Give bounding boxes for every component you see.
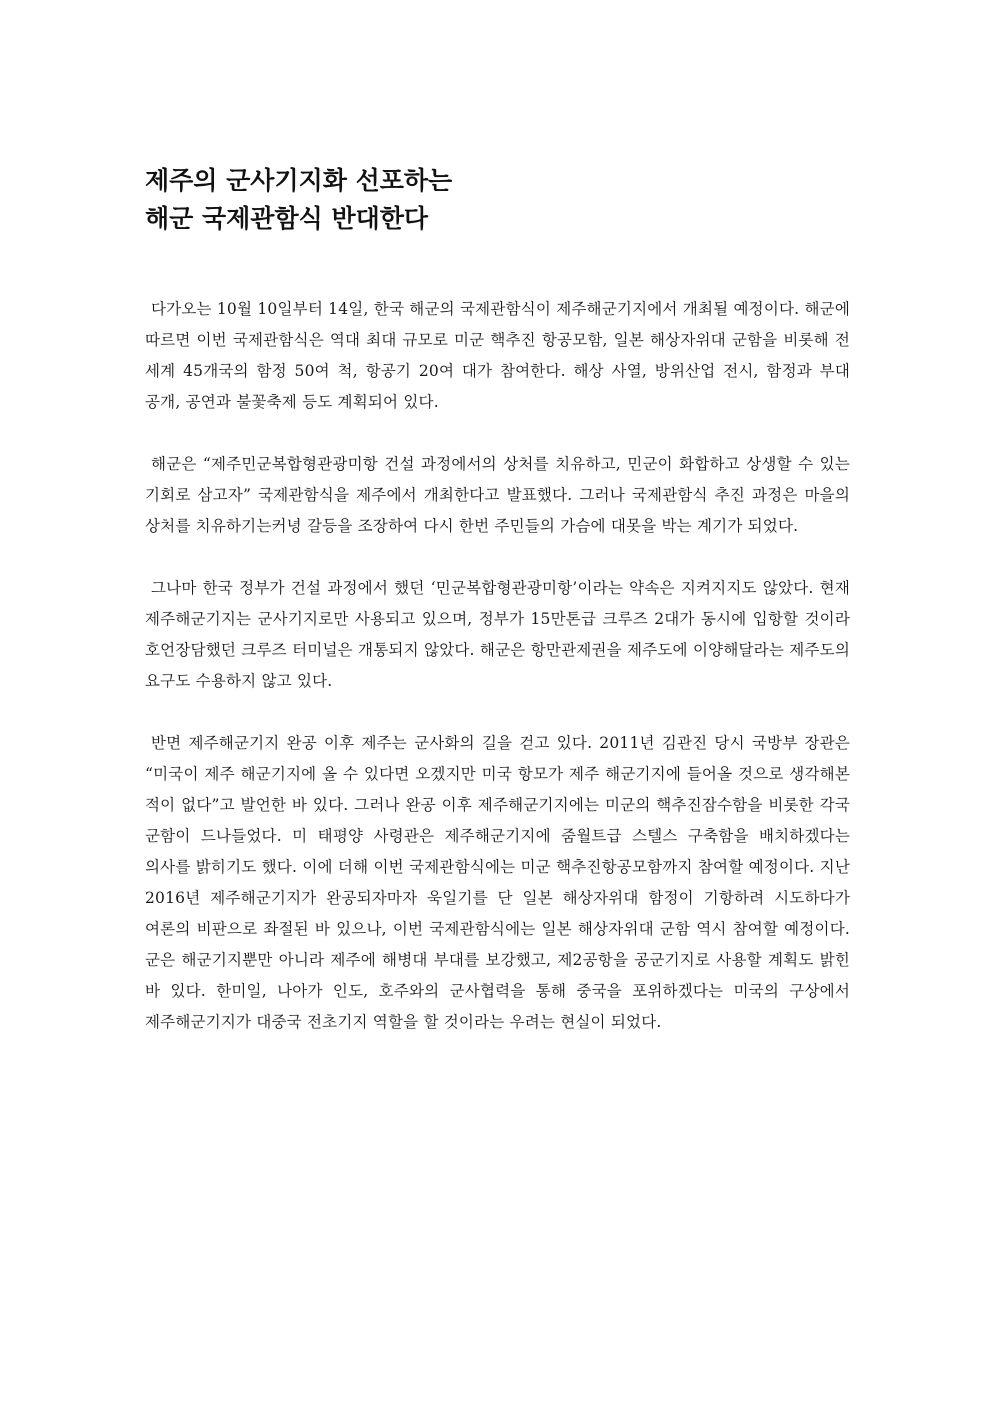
- document-body: [145, 294, 850, 1069]
- document-title: [145, 162, 865, 238]
- paragraph-3: 그나마 한국 정부가 건설 과정에서 했던 ‘민군복합형관광미항’이라는 약속은 지켜지지도 않았다. 현재 제주해군기지는 군사기지로만 사용되고 있으며, 정부가 15만톤급 크루즈 2대가 동시에 입항할 것이라 호언장담했던 크루즈 터미널은 개통되지 않았다. 해군은 항만관제권을 제주도에 이양해달라는 제주도의 요구도 수용하지 않고 있다.: [145, 579, 850, 690]
- paragraph-1: 다가오는 10월 10일부터 14일, 한국 해군의 국제관함식이 제주해군기지에서 개최될 예정이다. 해군에 따르면 이번 국제관함식은 역대 최대 규모로 미군 핵추진 항공모함, 일본 해상자위대 군함을 비롯해 전 세계 45개국의 함정 50여 척, 항공기 20여 대가 참여한다. 해상 사열, 방위산업 전시, 함정과 부대 공개, 공연과 불꽃축제 등도 계획되어 있다.: [145, 300, 850, 411]
- title-line-2: 해군 국제관함식 반대한다: [145, 204, 429, 233]
- paragraph-2: 해군은 “제주민군복합형관광미항 건설 과정에서의 상처를 치유하고, 민군이 화합하고 상생할 수 있는 기회로 삼고자” 국제관함식을 제주에서 개최한다고 발표했다. 그러나 국제관함식 추진 과정은 마을의 상처를 치유하기는커녕 갈등을 조장하여 다시 한번 주민들의 가슴에 대못을 박는 계기가 되었다.: [145, 455, 850, 535]
- title-line-1: 제주의 군사기지화 선포하는: [145, 166, 453, 195]
- paragraph-4: 반면 제주해군기지 완공 이후 제주는 군사화의 길을 걷고 있다. 2011년 김관진 당시 국방부 장관은 “미국이 제주 해군기지에 올 수 있다면 오겠지만 미국 항모가 제주 해군기지에 들어올 것으로 생각해본 적이 없다”고 발언한 바 있다. 그러나 완공 이후 제주해군기지에는 미군의 핵추진잠수함을 비롯한 각국 군함이 드나들었다. 미 태평양 사령관은 제주해군기지에 줌월트급 스텔스 구축함을 배치하겠다는 의사를 밝히기도 했다. 이에 더해 이번 국제관함식에는 미군 핵추진항공모함까지 참여할 예정이다. 지난 2016년 제주해군기지가 완공되자마자 욱일기를 단 일본 해상자위대 함정이 기항하려 시도하다가 여론의 비판으로 좌절된 바 있으나, 이번 국제관함식에는 일본 해상자위대 군함 역시 참여할 예정이다. 군은 해군기지뿐만 아니라 제주에 해병대 부대를 보강했고, 제2공항을 공군기지로 사용할 계획도 밝힌 바 있다. 한미일, 나아가 인도, 호주와의 군사협력을 통해 중국을 포위하겠다는 미국의 구상에서 제주해군기지가 대중국 전초기지 역할을 할 것이라는 우려는 현실이 되었다.: [145, 734, 850, 1031]
